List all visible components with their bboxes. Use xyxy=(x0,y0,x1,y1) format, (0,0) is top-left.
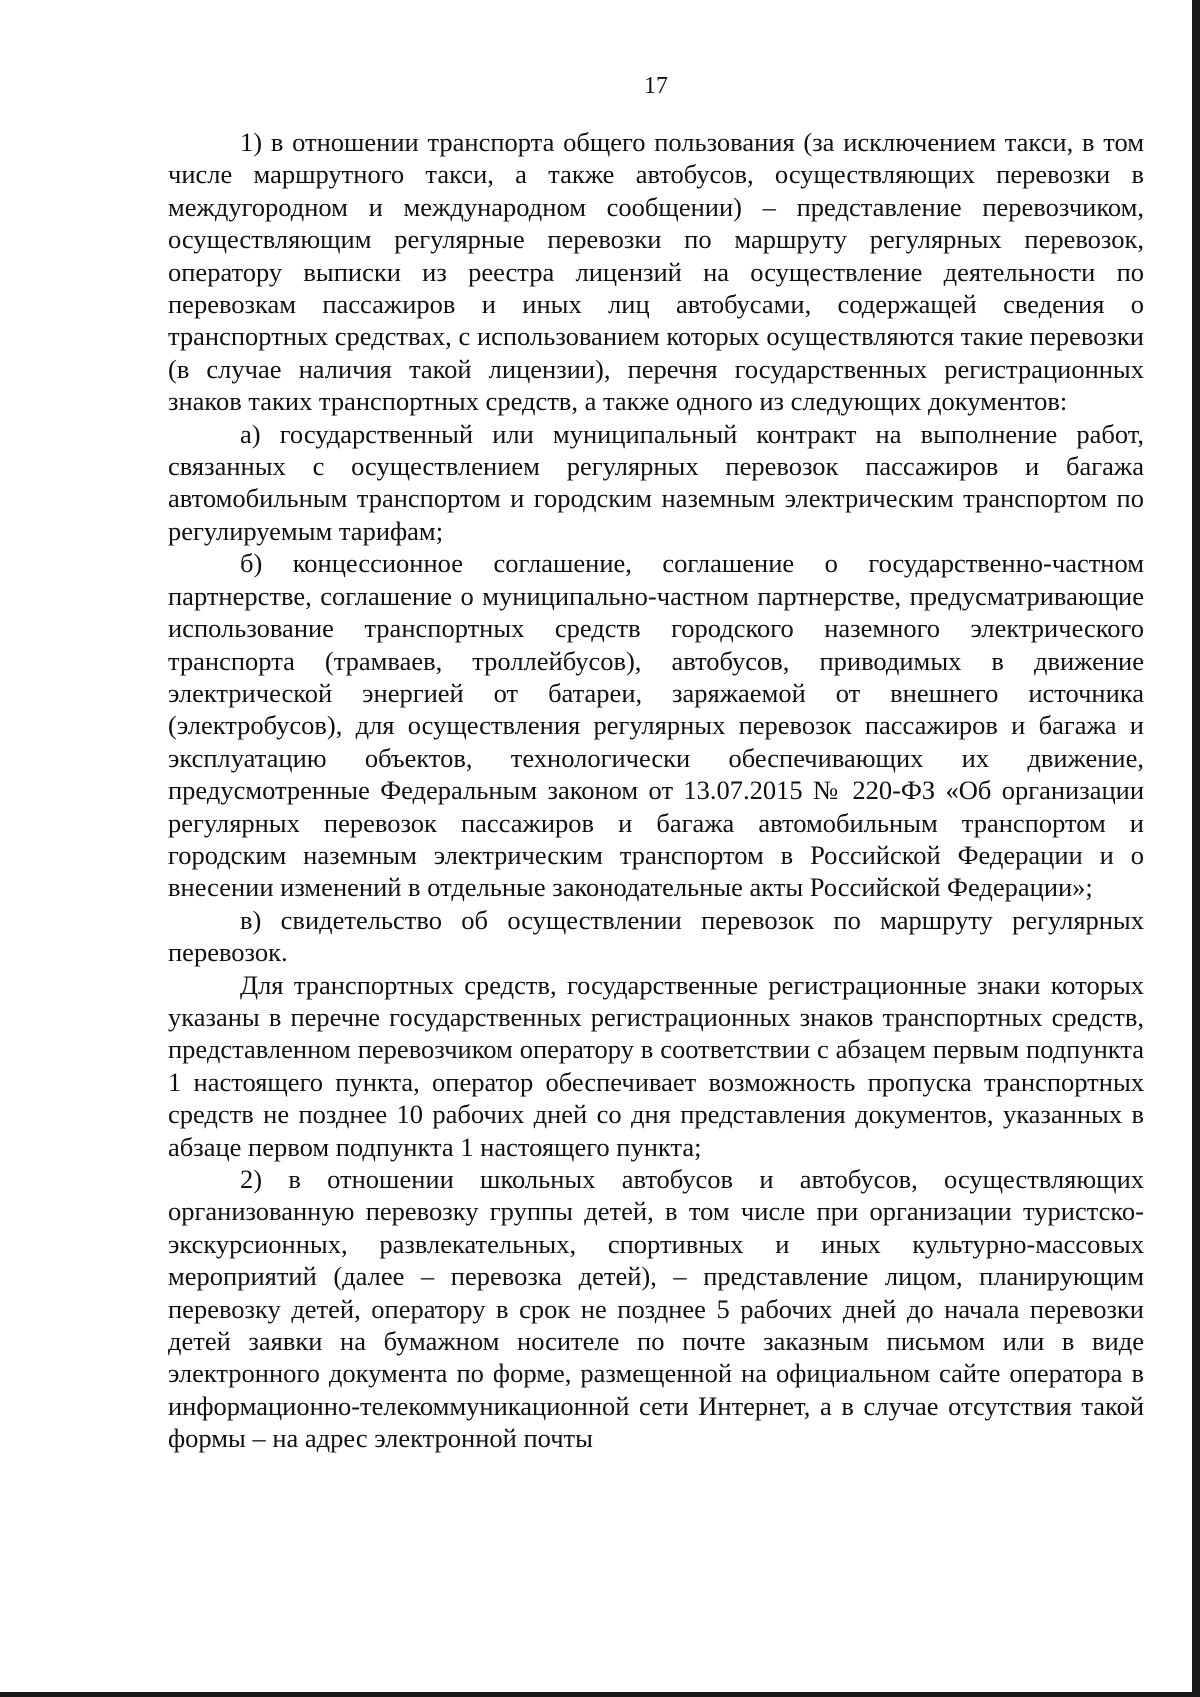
scan-border-right xyxy=(1192,0,1200,1697)
paragraph-item-2: 2) в отношении школьных автобусов и автобусов, осуществляющих организованную перевозку группы детей, в том числе при организации туристско-экскурсионных, развлекательных, спортивных и иных культурно-массовых мероприятий (далее – перевозка детей), – представление лицом, планирующим перевозку детей, оператору в срок не позднее 5 рабочих дней до начала перевозки детей заявки на бумажном носителе по почте заказным письмом или в виде электронного документа по форме, размещенной на официальном сайте оператора в информационно-телекоммуникационной сети Интернет, а в случае отсутствия такой формы – на адрес электронной почты xyxy=(168,1164,1144,1454)
paragraph-item-1: 1) в отношении транспорта общего пользования (за исключением такси, в том числе маршрутного такси, а также автобусов, осуществляющих перевозки в междугородном и международном сообщении) – представление перевозчиком, осуществляющим регулярные перевозки по маршруту регулярных перевозок, оператору выписки из реестра лицензий на осуществление деятельности по перевозкам пассажиров и иных лиц автобусами, содержащей сведения о транспортных средствах, с использованием которых осуществляются такие перевозки (в случае наличия такой лицензии), перечня государственных регистрационных знаков таких транспортных средств, а также одного из следующих документов: xyxy=(168,127,1144,417)
paragraph-subitem-v: в) свидетельство об осуществлении перевозок по маршруту регулярных перевозок. xyxy=(168,904,1144,968)
scan-border-bottom xyxy=(0,1692,1200,1697)
page-number: 17 xyxy=(644,73,668,99)
paragraph-vehicle-pass: Для транспортных средств, государственные регистрационные знаки которых указаны в перечне государственных регистрационных знаков транспортных средств, представленном перевозчиком оператору в соответствии с абзацем первым подпункта 1 настоящего пункта, оператор обеспечивает возможность пропуска транспортных средств не позднее 10 рабочих дней со дня представления документов, указанных в абзаце первом подпункта 1 настоящего пункта; xyxy=(168,969,1144,1162)
paragraph-subitem-a: а) государственный или муниципальный контракт на выполнение работ, связанных с осуществлением регулярных перевозок пассажиров и багажа автомобильным транспортом и городским наземным электрическим транспортом по регулируемым тарифам; xyxy=(168,418,1144,546)
document-page xyxy=(168,70,1144,1455)
paragraph-subitem-b: б) концессионное соглашение, соглашение о государственно-частном партнерстве, соглашение о муниципально-частном партнерстве, предусматривающие использование транспортных средств городского наземного электрического транспорта (трамваев, троллейбусов), автобусов, приводимых в движение электрической энергией от батареи, заряжаемой от внешнего источника (электробусов), для осуществления регулярных перевозок пассажиров и багажа и эксплуатацию объектов, технологически обеспечивающих их движение, предусмотренные Федеральным законом от 13.07.2015 № 220-ФЗ «Об организации регулярных перевозок пассажиров и багажа автомобильным транспортом и городским наземным электрическим транспортом в Российской Федерации и о внесении изменений в отдельные законодательные акты Российской Федерации»; xyxy=(168,548,1144,903)
